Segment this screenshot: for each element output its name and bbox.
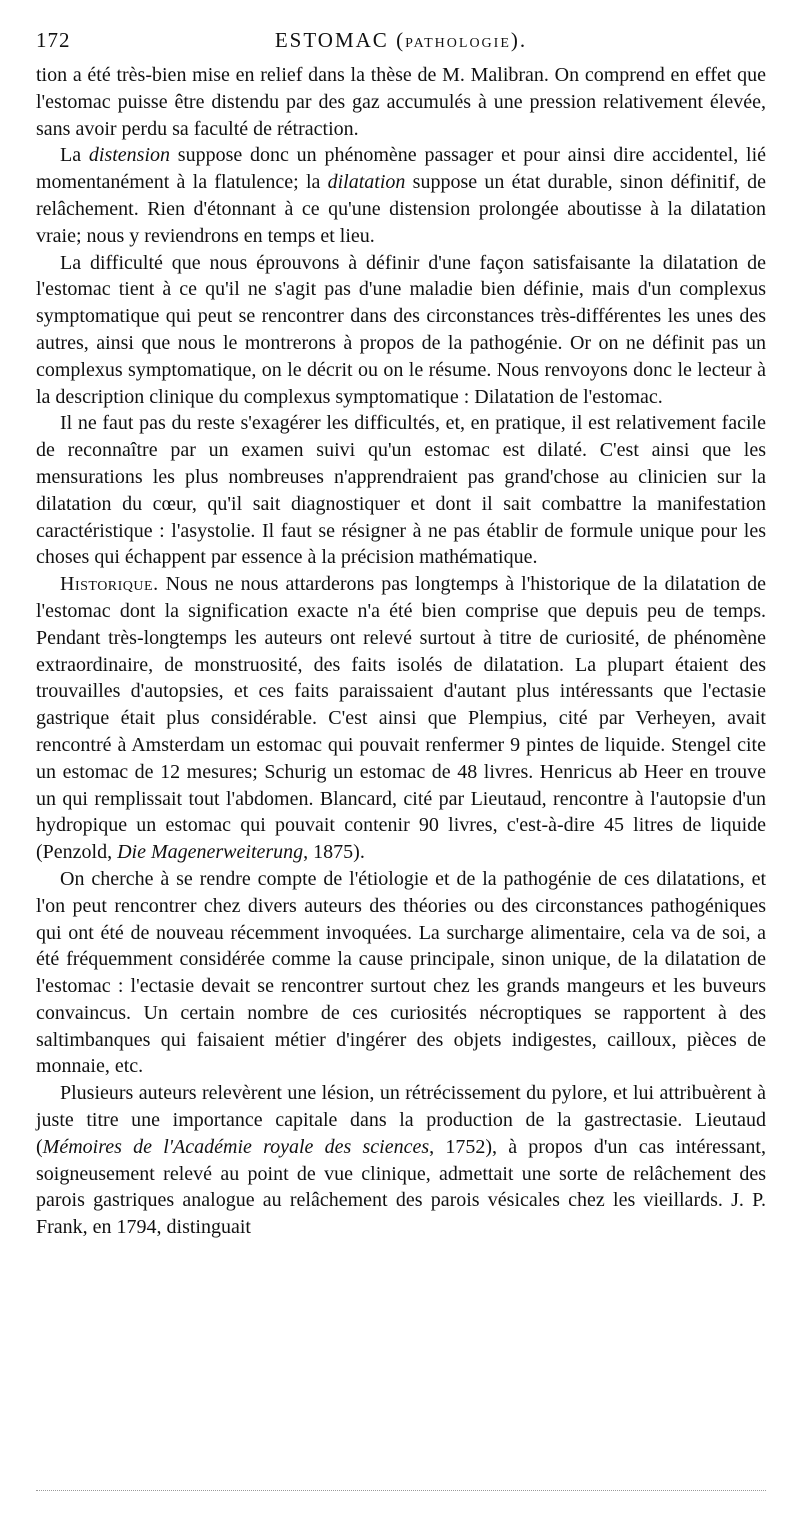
paragraph-6-text: On cherche à se rendre compte de l'étiologie et de la pathogénie de ces dilatations, et l'on peut rencontrer chez divers auteurs des théories ou des circonstances pathogéniques qui ont été de nouveau récemment invoquées. La surcharge alimentaire, cela va de soi, a été fréquemment considérée comme la cause principale, sinon unique, de la dilatation de l'estomac : l'ectasie devait se rencontrer surtout chez les grands mangeurs et les buveurs convaincus. Un certain nombre de ces curiosités nécroptiques se rapportent à des saltimbanques qui faisaient métier d'ingérer des objets indigestes, cailloux, pièces de monnaie, etc. <box>36 867 766 1078</box>
body-text <box>36 62 766 1241</box>
paragraph-4-text: Il ne faut pas du reste s'exagérer les difficultés, et, en pratique, il est relativement facile de reconnaître par un examen suivi qu'un estomac est dilaté. C'est ainsi que les mensurations les plus nombreuses n'apprendraient pas grand'chose au clinicien sur la dilatation du cœur, qu'il sait diagnostiquer et dont il sait combattre la manifestation caractéristique : l'asystolie. Il faut se résigner à ne pas établir de formule unique pour les choses qui échappent par essence à la précision mathématique. <box>36 412 766 569</box>
term-dilatation: dilatation <box>327 171 406 194</box>
running-title <box>36 28 766 53</box>
paragraph-7-text-a: Plusieurs auteurs relevèrent une lésion, un rétrécissement du pylore, et lui attribuèrent à juste titre une importance capitale dans la production de la gastrectasie. Lieutaud ( <box>36 1082 766 1158</box>
paragraph-2 <box>36 142 766 249</box>
term-distension: distension <box>88 144 171 167</box>
paragraph-7-text-b: , 1752), à propos d'un cas intéressant, soigneusement relevé au point de vue clinique, admettait une sorte de relâchement des parois gastriques analogue au relâchement des parois vésicales chez les vieillards. J. P. Frank, en 1794, distinguait <box>36 1135 766 1239</box>
cited-title-magenerweiterung: Die Magenerweiterung <box>117 841 304 864</box>
running-title-main: ESTOMAC <box>274 28 389 52</box>
paragraph-3 <box>36 250 766 411</box>
paragraph-3-text: La difficulté que nous éprouvons à définir d'une façon satisfaisante la dilatation de l'estomac tient à ce qu'il ne s'agit pas d'une maladie bien définie, mais d'un complexus symptomatique qui peut se rencontrer dans des circonstances très-différentes les unes des autres, ainsi que nous le montrerons à propos de la pathogénie. Or on ne définit pas un complexus symptomatique, on le décrit ou on le résume. Nous renvoyons donc le lecteur à la description clinique du complexus symptomatique : Dilatation de l'estomac. <box>36 251 766 408</box>
paragraph-5-text-a: Nous ne nous attarderons pas longtemps à l'historique de la dilatation de l'estomac dont la signification exacte n'a été bien comprise que depuis peu de temps. Pendant très-longtemps les auteurs ont relevé surtout à titre de curiosité, de phénomène extraordinaire, de monstruosité, des faits isolés de dilatation. La plupart étaient des trouvailles d'autopsies, et ces faits paraissaient d'autant plus intéressants que l'ectasie gastrique était plus considérable. C'est ainsi que Plempius, cité par Verheyen, avait rencontré à Amsterdam un estomac qui pouvait renfermer 9 pintes de liquide. Stengel cite un estomac de 12 mesures; Schurig un estomac de 48 livres. Henricus ab Heer en trouve un qui remplissait tout l'abdomen. Blancard, cité par Lieutaud, rencontre à l'autopsie d'un hydropique un estomac qui pouvait contenir 90 livres, c'est-à-dire 45 litres de liquide (Penzold, <box>36 573 766 864</box>
paragraph-4 <box>36 410 766 571</box>
cited-title-memoires: Mémoires de l'Académie royale des sciences <box>42 1135 430 1158</box>
running-title-close: ). <box>510 28 528 52</box>
footer-dotted-rule <box>36 1490 766 1491</box>
paragraph-2-text-c: suppose un état durable, sinon définitif, de relâchement. Rien d'étonnant à ce qu'une distension prolongée aboutisse à la dilatation vraie; nous y reviendrons en temps et lieu. <box>36 171 767 247</box>
paragraph-1-text: tion a été très-bien mise en relief dans la thèse de M. Malibran. On comprend en effet que l'estomac puisse être distendu par des gaz accumulés à une pression relativement élevée, sans avoir perdu sa faculté de rétraction. <box>36 64 766 140</box>
paragraph-2-text-b: suppose donc un phénomène passager et pour ainsi dire accidentel, lié momentanément à la flatulence; la <box>36 144 767 194</box>
paragraph-2-text-a: La <box>60 144 89 167</box>
paragraph-historique <box>36 571 766 866</box>
paragraph-5-text-b: , 1875). <box>303 841 365 864</box>
paragraph-6 <box>36 866 766 1080</box>
section-heading-historique: Historique. <box>60 573 159 596</box>
page-number: 172 <box>36 28 71 52</box>
paragraph-1 <box>36 62 766 142</box>
running-title-open: ( <box>388 28 406 52</box>
paragraph-7 <box>36 1080 766 1241</box>
running-header <box>36 22 766 56</box>
running-title-subtitle: PATHOLOGIE <box>405 36 511 51</box>
document-page <box>36 22 766 1241</box>
